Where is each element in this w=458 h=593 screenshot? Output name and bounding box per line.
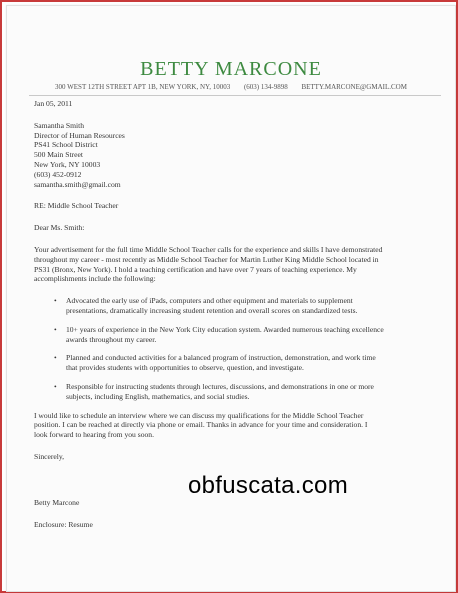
list-item — [56, 296, 424, 316]
recipient-line: 500 Main Street — [34, 150, 83, 160]
letter-body — [34, 99, 424, 529]
closing: Sincerely, — [34, 451, 65, 461]
recipient-line: samantha.smith@gmail.com — [34, 179, 121, 189]
paragraph-line: I would like to schedule an interview where we can discuss my qualifications for the Middle School Teacher — [34, 410, 364, 420]
paragraph-line: throughout my career - most recently as Middle School Teacher for Martin Luther King Middle School located in — [34, 254, 379, 264]
accomplishments-list — [34, 296, 424, 401]
paragraph-line: look forward to hearing from you soon. — [34, 430, 154, 440]
sender-contact-line — [7, 83, 455, 91]
list-item-line: awards throughout my career. — [66, 334, 157, 344]
sender-address: 300 WEST 12TH STREET APT 1B, NEW YORK, NY, 10003 — [55, 83, 231, 91]
header-divider — [29, 95, 441, 96]
closing-paragraph — [34, 411, 424, 440]
subject-line: RE: Middle School Teacher — [34, 201, 119, 211]
sender-email: BETTY.MARCONE@GMAIL.COM — [301, 83, 407, 91]
list-item-line: 10+ years of experience in the New York City education system. Awarded numerous teaching excellence — [66, 324, 384, 334]
list-item-line: Planned and conducted activities for a balanced program of instruction, demonstration, and work time — [66, 353, 376, 363]
bullet-icon: • — [54, 353, 57, 363]
intro-paragraph — [34, 245, 424, 284]
list-item-line: presentations, dramatically increasing student retention and overall scores on standardized tests. — [66, 305, 358, 315]
recipient-block — [34, 121, 424, 190]
list-item — [56, 353, 424, 373]
bullet-icon: • — [54, 324, 57, 334]
recipient-line: PS41 School District — [34, 140, 98, 150]
list-item-line: subjects, including English, mathematics, and social studies. — [66, 391, 250, 401]
bullet-icon: • — [54, 381, 57, 391]
sender-phone: (603) 134-9898 — [243, 83, 288, 91]
recipient-line: Samantha Smith — [34, 120, 84, 130]
list-item-line: Advocated the early use of iPads, computers and other equipment and materials to supplement — [66, 296, 353, 306]
list-item-line: Responsible for instructing students through lectures, discussions, and demonstrations in one or more — [66, 381, 374, 391]
letter-date: Jan 05, 2011 — [34, 99, 73, 108]
recipient-line: Director of Human Resources — [34, 130, 125, 140]
paragraph-line: position. I can be reached at directly via phone or email. Thanks in advance for your time and consideration. I — [34, 420, 368, 430]
paragraph-line: Your advertisement for the full time Middle School Teacher calls for the experience and skills I have demonstrated — [34, 244, 383, 254]
signature-name: Betty Marcone — [34, 497, 80, 507]
list-item — [56, 325, 424, 345]
list-item — [56, 382, 424, 402]
paragraph-line: PS31 (Bronx, New York). I hold a teaching certification and have over 7 years of teaching experience. My — [34, 264, 357, 274]
bullet-icon: • — [54, 296, 57, 306]
recipient-line: New York, NY 10003 — [34, 159, 101, 169]
watermark-text: obfuscata.com — [188, 472, 348, 499]
recipient-line: (603) 452-0912 — [34, 169, 82, 179]
paragraph-line: accomplishments include the following: — [34, 274, 156, 284]
salutation: Dear Ms. Smith: — [34, 223, 85, 233]
enclosure-note: Enclosure: Resume — [34, 519, 93, 529]
sender-name: BETTY MARCONE — [140, 58, 322, 80]
list-item-line: that provides students with opportunities to observe, question, and investigate. — [66, 363, 304, 373]
